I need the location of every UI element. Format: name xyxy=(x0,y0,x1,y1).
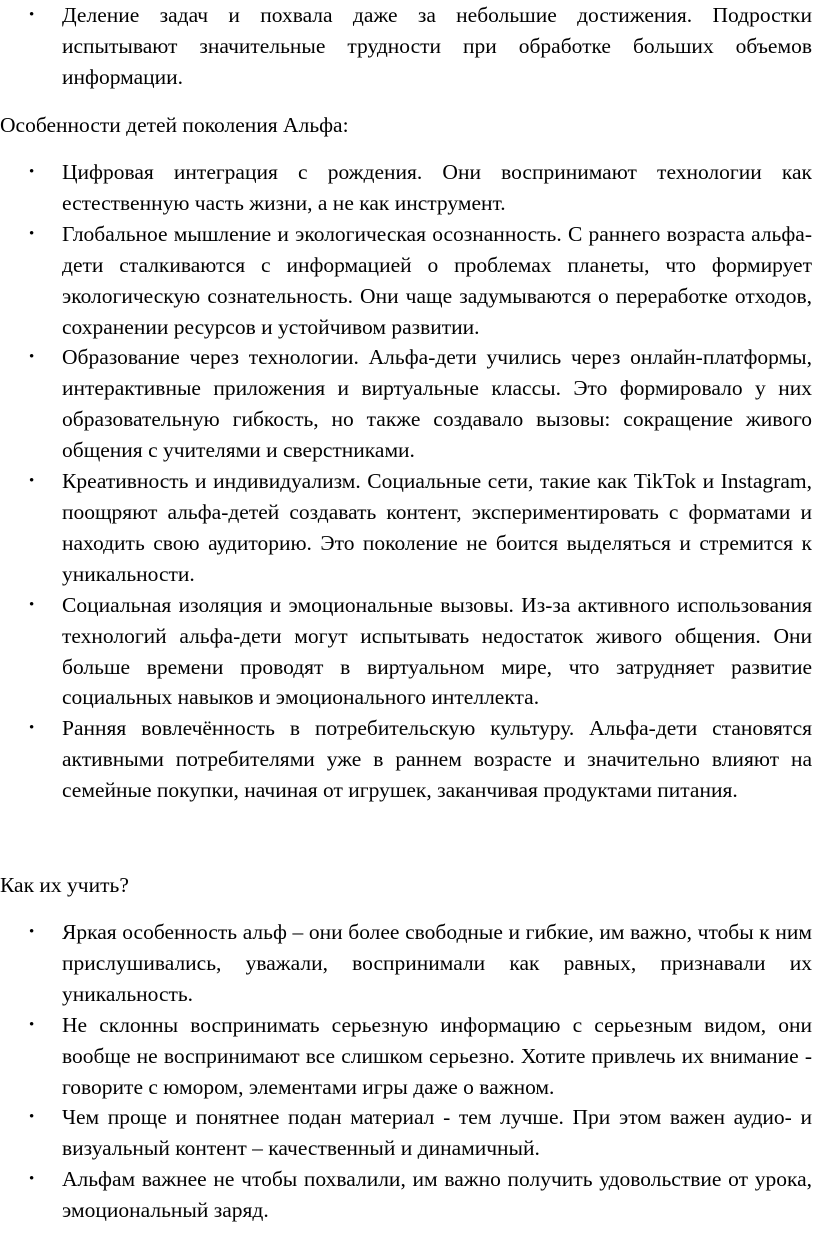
list-item xyxy=(0,0,816,93)
list-item xyxy=(0,219,816,343)
list-item-text: Социальная изоляция и эмоциональные вызовы. Из-за активного использования технологий альфа-дети могут испытывать недостаток живого общения. Они больше времени проводят в виртуальном мире, что затрудняет развитие социальных навыков и эмоционального интеллекта. xyxy=(62,592,812,710)
bullet-icon: • xyxy=(29,1171,35,1188)
list-item-text: Ранняя вовлечённость в потребительскую культуру. Альфа-дети становятся активными потребителями уже в раннем возрасте и значительно влияют на семейные покупки, начиная от игрушек, заканчивая продуктами питания. xyxy=(62,716,812,803)
bullet-icon: • xyxy=(29,7,35,23)
list-item-text: Альфам важнее не чтобы похвалили, им важно получить удовольствие от урока, эмоциональный заряд. xyxy=(62,1167,812,1223)
list-item xyxy=(0,157,816,219)
section-heading-alpha-features: Особенности детей поколения Альфа: xyxy=(0,113,349,137)
list-item-text: Цифровая интеграция с рождения. Они воспринимают технологии как естественную часть жизни, а не как инструмент. xyxy=(62,160,812,215)
list-item-text: Чем проще и понятнее подан материал - тем лучше. При этом важен аудио- и визуальный контент – качественный и динамичный. xyxy=(62,1105,812,1161)
bullet-icon: • xyxy=(29,1016,35,1033)
bullet-icon: • xyxy=(29,1109,35,1126)
list-item xyxy=(0,1102,816,1164)
list-item xyxy=(0,917,816,1010)
bullet-icon: • xyxy=(29,473,35,490)
list-item-text: Деление задач и похвала даже за небольшие достижения. Подростки испытывают значительные трудности при обработке больших объемов информации. xyxy=(62,3,812,89)
list-item xyxy=(0,466,816,590)
teaching-tips-list xyxy=(0,917,816,1226)
bullet-icon: • xyxy=(29,164,35,180)
list-item-text: Не склонны воспринимать серьезную информацию с серьезным видом, они вообще не воспринимают все слишком серьезно. Хотите привлечь их внимание - говорите с юмором, элементами игры даже о важном. xyxy=(62,1012,812,1099)
section-heading-how-to-teach: Как их учить? xyxy=(0,873,129,897)
list-item-text: Яркая особенность альф – они более свободные и гибкие, им важно, чтобы к ним прислушивались, уважали, воспринимали как равных, признавали их уникальность. xyxy=(62,920,812,1006)
bullet-icon: • xyxy=(29,349,35,366)
alpha-features-list xyxy=(0,157,816,806)
list-item xyxy=(0,1010,816,1103)
list-item xyxy=(0,713,816,806)
list-item-text: Глобальное мышление и экологическая осознанность. С раннего возраста альфа-дети сталкиваются с информацией о проблемах планеты, что формирует экологическую сознательность. Они чаще задумываются о переработке отходов, сохранении ресурсов и устойчивом развитии. xyxy=(62,221,812,339)
list-item xyxy=(0,590,816,714)
bullet-icon: • xyxy=(29,596,35,613)
list-item-text: Креативность и индивидуализм. Социальные сети, такие как TikTok и Instagram, поощряют альфа-детей создавать контент, экспериментировать с форматами и находить свою аудиторию. Это поколение не боится выделяться и стремится к уникальности. xyxy=(62,469,812,586)
list-item xyxy=(0,1164,816,1226)
bullet-icon: • xyxy=(29,720,35,737)
bullet-icon: • xyxy=(29,225,35,242)
list-item xyxy=(0,342,816,466)
list-item-text: Образование через технологии. Альфа-дети учились через онлайн-платформы, интерактивные приложения и виртуальные классы. Это формировало у них образовательную гибкость, но также создавало вызовы: сокращение живого общения с учителями и сверстниками. xyxy=(62,345,812,463)
intro-bullet-list xyxy=(0,0,816,93)
bullet-icon: • xyxy=(29,924,35,940)
